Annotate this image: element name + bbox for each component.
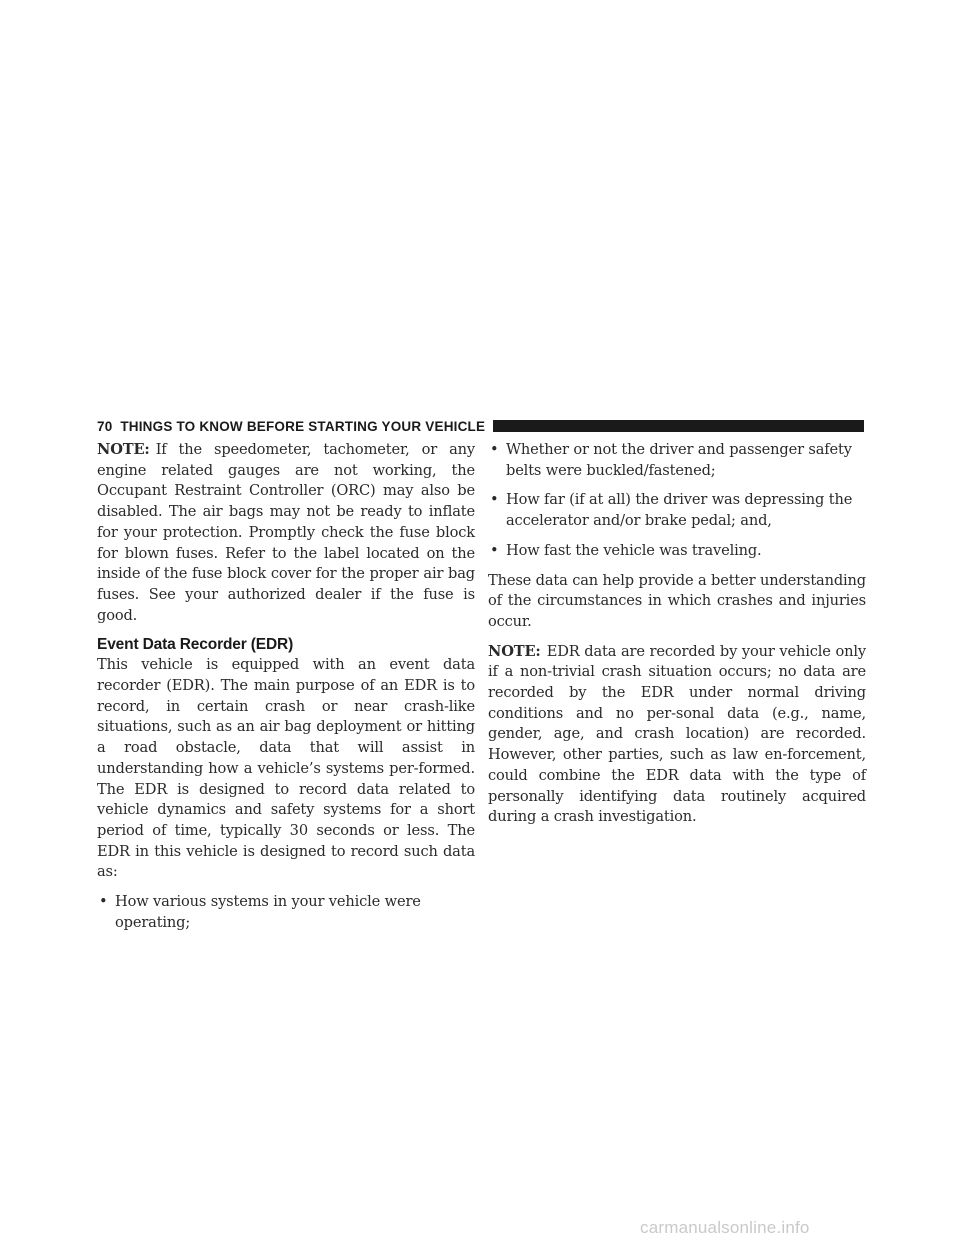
- header-text: [97, 419, 485, 434]
- note-paragraph: [488, 642, 866, 828]
- bullet-list: [488, 440, 866, 562]
- note-label: NOTE:: [488, 642, 541, 660]
- bullet-icon: •: [490, 441, 499, 458]
- list-item-text: How far (if at all) the driver was depressing the accelerator and/or brake pedal; and,: [506, 491, 853, 530]
- list-item-text: How various systems in your vehicle were operating;: [115, 893, 421, 931]
- bullet-list: [97, 892, 475, 933]
- bullet-icon: •: [490, 491, 499, 509]
- note-text: EDR data are recorded by your vehicle only if a non-trivial crash situation occurs; no data are recorded by the EDR under normal driving conditions and no per-sonal data (e.g., name, gender, age, and crash location) are recorded. However, other parties, such as law en-forcement, could combine the EDR data with the type of personally identifying data routinely acquired during a crash investigation.: [488, 642, 866, 826]
- watermark-link[interactable]: carmanualsonline.info: [640, 1218, 810, 1237]
- list-item: [488, 490, 866, 531]
- page-header: [97, 417, 864, 435]
- list-item-text: How fast the vehicle was traveling.: [506, 541, 762, 559]
- right-column: [488, 440, 866, 837]
- bullet-icon: •: [490, 541, 499, 559]
- note-text: If the speedometer, tachometer, or any engine related gauges are not working, the Occupant Restraint Controller (ORC) may also be disabled. The air bags may not be ready to inflate for your protection. Promptly check the fuse block for blown fuses. Refer to the label located on the inside of the fuse block cover for the proper air bag fuses. See your authorized dealer if the fuse is good.: [97, 441, 475, 624]
- page-number: 70: [97, 418, 113, 434]
- list-item-text: Whether or not the driver and passenger safety belts were buckled/fastened;: [506, 441, 852, 479]
- list-item: [488, 541, 866, 562]
- note-paragraph: [97, 440, 475, 626]
- section-title: THINGS TO KNOW BEFORE STARTING YOUR VEHICLE: [120, 418, 486, 434]
- summary-paragraph: These data can help provide a better understanding of the circumstances in which crashes and injuries occur.: [488, 571, 866, 630]
- bullet-icon: •: [99, 893, 108, 911]
- list-item: [488, 440, 866, 481]
- list-item: [97, 892, 475, 933]
- section-heading: Event Data Recorder (EDR): [97, 636, 294, 654]
- left-column: [97, 440, 475, 942]
- edr-paragraph: This vehicle is equipped with an event data recorder (EDR). The main purpose of an EDR is to record, in certain crash or near crash-like situations, such as an air bag deployment or hitting a road obstacle, data that will assist in understanding how a vehicle’s systems per-formed. The EDR is designed to record data related to vehicle dynamics and safety systems for a short period of time, typically 30 seconds or less. The EDR in this vehicle is designed to record such data as:: [97, 656, 475, 881]
- note-label: NOTE:: [97, 441, 150, 458]
- header-bar: [493, 420, 864, 432]
